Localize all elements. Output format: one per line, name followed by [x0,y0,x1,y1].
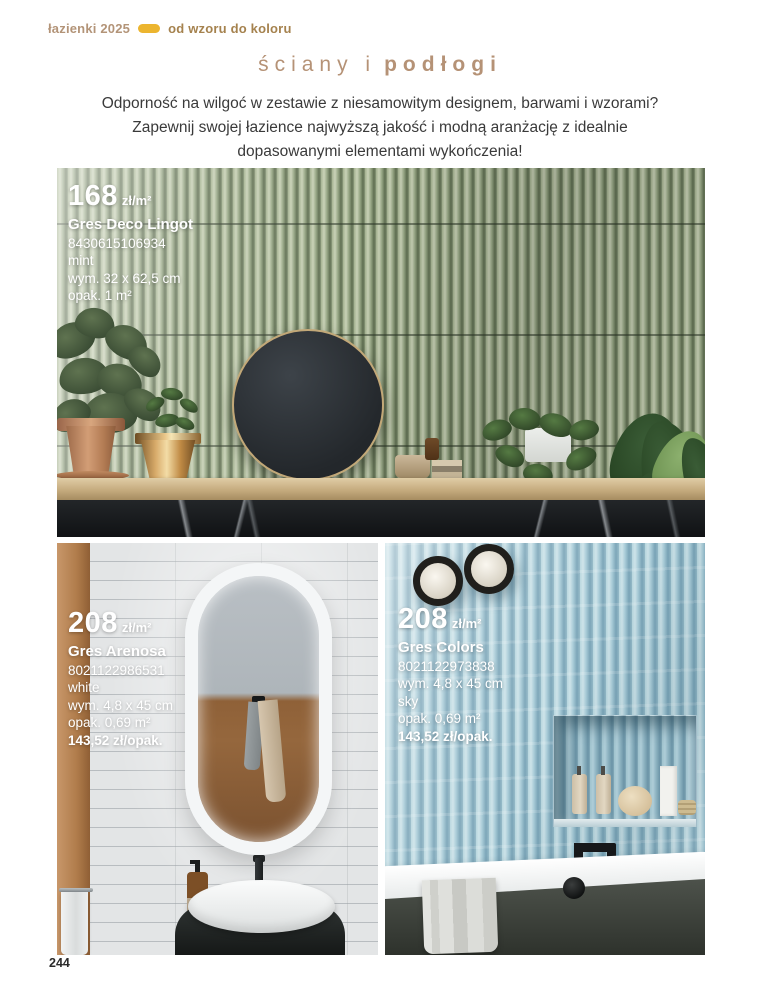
mirror-reflection-robe [258,699,287,802]
photo-green-tiles [57,168,705,537]
price-row [398,605,503,634]
amber-bottle [425,438,439,460]
title-light: ściany i [258,53,377,76]
product-price-unit: zł/m² [121,620,152,635]
price-row [68,182,193,211]
intro-line-2: Zapewnij swojej łazience najwyższą jakość i modną aranżację z idealnie [132,119,628,136]
niche-shelf [554,819,696,827]
wall-lamp-right [464,544,514,594]
shelf-books [432,460,462,478]
product-name: Gres Deco Lingot [68,216,194,233]
page-title [0,53,760,77]
intro-line-3: dopasowanymi elementami wykończenia! [237,143,523,160]
page-number: 244 [49,956,70,970]
tile-niche [553,715,697,827]
product-package: opak. 0,69 m² [68,715,151,731]
product-price-unit: zł/m² [121,193,152,208]
round-mirror [232,329,384,481]
washbasin [188,880,335,933]
small-basket [678,800,696,815]
product-dimensions: wym. 4,8 x 45 cm [398,676,504,692]
price-row [68,609,173,638]
accent-pill-icon [138,24,160,33]
product-package: opak. 1 m² [68,288,132,304]
product-dimensions: wym. 4,8 x 45 cm [68,697,174,713]
wood-shelf [57,478,705,500]
tagline-label: od wzoru do koloru [168,21,292,36]
header-bar [48,21,292,36]
intro-text [0,92,760,164]
product-ean: 8021122986531 [68,662,165,678]
niche-bottle-pump [601,766,605,775]
edition-label: łazienki 2025 [48,21,131,36]
bath-towel [422,878,499,955]
product-price: 208 [398,603,448,635]
intro-line-1: Odporność na wilgoć w zestawie z niesamowitym designem, barwami i wzorami? [101,95,659,112]
black-marble-base [57,500,705,537]
product-dimensions: wym. 32 x 62,5 cm [68,270,181,286]
product-color: mint [68,253,94,269]
wall-lamp-left [413,556,463,606]
title-bold: podłogi [384,53,502,76]
product-name: Gres Colors [398,639,484,656]
product-price-unit: zł/m² [451,616,482,631]
niche-bottle [596,774,611,814]
hand-towel [61,892,88,955]
product-color: sky [398,693,419,709]
product-info-gres-arenosa [68,609,173,749]
photo-white-tiles [57,543,378,955]
product-price: 168 [68,180,118,212]
product-price: 208 [68,607,118,639]
oval-mirror [185,563,332,855]
niche-bottle-pump [577,766,581,775]
dispenser-spout [190,860,200,864]
product-package-price: 143,52 zł/opak. [68,732,163,748]
product-package-price: 143,52 zł/opak. [398,728,493,744]
product-color: white [68,680,100,696]
bathtub-overflow-cap [563,877,585,899]
niche-bottle [572,774,587,814]
product-ean: 8430615106934 [68,235,166,251]
product-ean: 8021122973838 [398,658,495,674]
photo-blue-tiles [385,543,705,955]
product-name: Gres Arenosa [68,643,166,660]
product-package: opak. 0,69 m² [398,711,481,727]
bath-sponge [618,786,652,816]
product-info-gres-colors [398,605,503,745]
cosmetic-box [660,766,677,816]
product-info-gres-deco-lingot [68,182,193,305]
